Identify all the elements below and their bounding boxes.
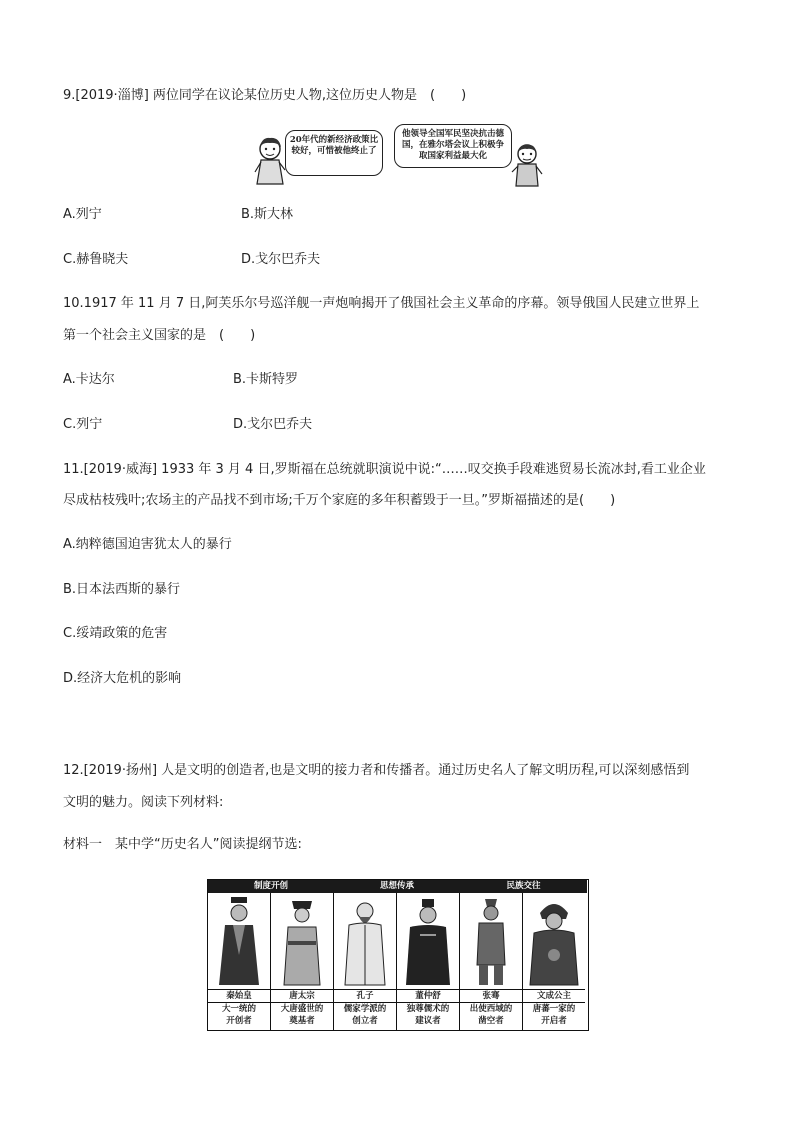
- girl-figure-icon: [253, 136, 287, 186]
- figure-description: 大唐盛世的 奠基者: [280, 1004, 324, 1026]
- q12-material-label: 材料一 某中学“历史名人”阅读提纲节选:: [63, 837, 302, 852]
- figure-description: 独尊儒术的 建议者: [406, 1004, 450, 1026]
- figure-name: 张骞: [460, 989, 522, 1003]
- figure-name: 孔子: [334, 989, 396, 1003]
- figure-cell: [523, 893, 586, 1030]
- figure-cell: [271, 893, 334, 1030]
- zhang-qian-statue: [463, 895, 519, 987]
- figure-name: 秦始皇: [208, 989, 270, 1003]
- q9-cartoon: [253, 122, 543, 188]
- speech-bubble-left: 20年代的新经济政策比较好，可惜被他终止了: [285, 130, 383, 176]
- figure-name: 唐太宗: [271, 989, 333, 1003]
- figure-description: 出使西域的 凿空者: [469, 1004, 513, 1026]
- q10-option-b: B.卡斯特罗: [233, 372, 299, 387]
- q10-stem-line2: 第一个社会主义国家的是 ( ): [63, 328, 256, 343]
- q12-stem-line1: 12.[2019·扬州] 人是文明的创造者,也是文明的接力者和传播者。通过历史名人了解文明历程,可以深刻感悟到: [63, 763, 690, 778]
- q11-option-a: A.纳粹德国迫害犹太人的暴行: [63, 537, 232, 552]
- figure-name: 文成公主: [523, 989, 585, 1003]
- figure-description: 大一统的 开创者: [221, 1004, 256, 1026]
- q10-stem-line1: 10.1917 年 11 月 7 日,阿芙乐尔号巡洋舰一声炮响揭开了俄国社会主义革命的序幕。领导俄国人民建立世界上: [63, 296, 700, 311]
- tang-taizong-portrait: [274, 895, 330, 987]
- q11-stem-line1: 11.[2019·威海] 1933 年 3 月 4 日,罗斯福在总统就职演说中说:“……叹交换手段难逃贸易长流冰封,看工业企业: [63, 462, 706, 477]
- q11-option-d: D.经济大危机的影响: [63, 671, 182, 686]
- figure-cell: [208, 893, 271, 1030]
- q10-option-d: D.戈尔巴乔夫: [233, 417, 313, 432]
- q10-option-a: A.卡达尔: [63, 372, 115, 387]
- q9-option-d: D.戈尔巴乔夫: [241, 252, 321, 267]
- qin-shihuang-portrait: [211, 895, 267, 987]
- q9-stem: 9.[2019·淄博] 两位同学在议论某位历史人物,这位历史人物是 ( ): [63, 88, 467, 103]
- speech-bubble-right: 他领导全国军民坚决抗击德国，在雅尔塔会议上积极争取国家利益最大化: [394, 124, 512, 168]
- confucius-portrait: [337, 895, 393, 987]
- q12-stem-line2: 文明的魅力。阅读下列材料:: [63, 795, 224, 810]
- q10-option-c: C.列宁: [63, 417, 103, 432]
- figure-cell: [397, 893, 460, 1030]
- figure-description: 唐蕃一家的 开启者: [532, 1004, 576, 1026]
- q11-stem-line2: 尽成枯枝残叶;农场主的产品找不到市场;千万个家庭的多年积蓄毁于一旦。”罗斯福描述的是( ): [63, 493, 616, 508]
- princess-wencheng-statue: [526, 895, 582, 987]
- figure-cell: [334, 893, 397, 1030]
- q9-option-b: B.斯大林: [241, 207, 294, 222]
- figure-name: 董仲舒: [397, 989, 459, 1003]
- historical-figures-table: [207, 879, 589, 1031]
- q11-option-b: B.日本法西斯的暴行: [63, 582, 181, 597]
- dong-zhongshu-portrait: [400, 895, 456, 987]
- q11-option-c: C.绥靖政策的危害: [63, 626, 168, 641]
- q9-option-a: A.列宁: [63, 207, 102, 222]
- category-header: 民族交往: [460, 880, 587, 893]
- boy-figure-icon: [511, 142, 543, 188]
- figure-cell: [460, 893, 523, 1030]
- category-header: 思想传承: [334, 880, 461, 893]
- figure-description: 儒家学派的 创立者: [343, 1004, 387, 1026]
- q9-option-c: C.赫鲁晓夫: [63, 252, 129, 267]
- category-header: 制度开创: [208, 880, 335, 893]
